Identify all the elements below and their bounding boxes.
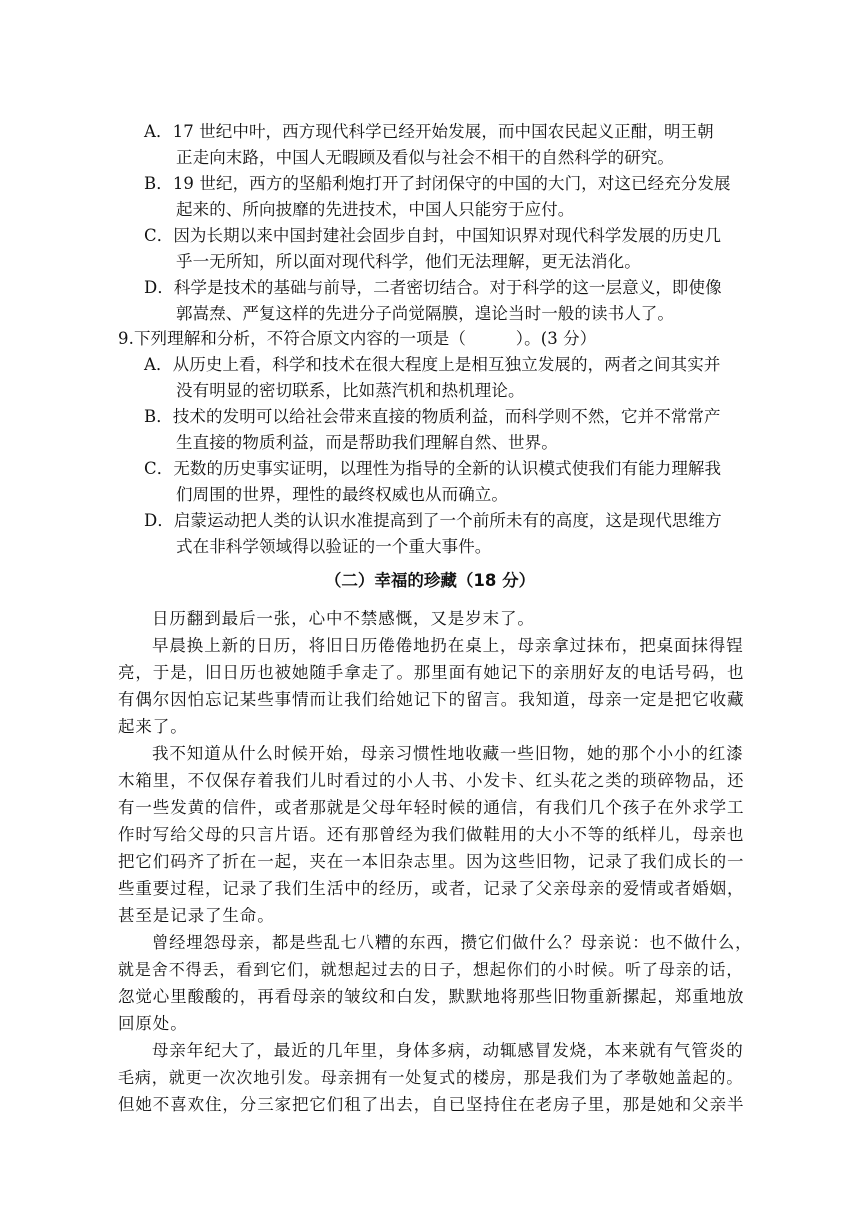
passage-line: 我不知道从什么时候开始，母亲习惯性地收藏一些旧物，她的那个小小的红漆	[152, 744, 744, 763]
passage-line: 母亲年纪大了，最近的几年里，身体多病，动辄感冒发烧，本来就有气管炎的	[152, 1041, 744, 1060]
passage-line: 就是舍不得丢，看到它们，就想起过去的日子，想起你们的小时候。听了母亲的话，	[118, 960, 744, 979]
q8-option-c-line1: C．因为长期以来中国封建社会固步自封，中国知识界对现代科学发展的历史几	[144, 226, 722, 245]
passage-line: 有偶尔因怕忘记某些事情而让我们给她记下的留言。我知道，母亲一定是把它收藏	[118, 690, 745, 709]
q9-option-b-line1: B．技术的发明可以给社会带来直接的物质利益，而科学则不然，它并不常常产	[144, 407, 721, 426]
passage-line: 甚至是记录了生命。	[118, 906, 275, 925]
passage-line: 亮，于是，旧日历也被她随手拿走了。那里面有她记下的亲朋好友的电话号码，也	[118, 663, 745, 682]
passage-line: 把它们码齐了折在一起，夹在一本旧杂志里。因为这些旧物，记录了我们成长的一	[118, 852, 745, 871]
passage-line: 曾经埋怨母亲，都是些乱七八糟的东西，攒它们做什么？母亲说：也不做什么，	[152, 933, 753, 952]
q9-option-a-line1: A．从历史上看，科学和技术在很大程度上是相互独立发展的，两者之间其实并	[144, 355, 721, 374]
q8-option-b-line2: 起来的、所向披靡的先进技术，中国人只能穷于应付。	[176, 200, 575, 219]
q8-option-d-line1: D．科学是技术的基础与前导，二者密切结合。对于科学的这一层意义，即使像	[144, 278, 722, 297]
q9-option-a-line2: 没有明显的密切联系，比如蒸汽机和热机理论。	[176, 381, 525, 400]
q9-option-c-line1: C．无数的历史事实证明，以理性为指导的全新的认识模式使我们有能力理解我	[144, 459, 722, 478]
passage-line: 早晨换上新的日历，将旧日历倦倦地扔在桌上，母亲拿过抹布，把桌面抹得锃	[152, 636, 744, 655]
passage-line: 有一些发黄的信件，或者那就是父母年轻时候的通信，有我们几个孩子在外求学工	[118, 798, 745, 817]
passage-line: 忽觉心里酸酸的，再看母亲的皱纹和白发，默默地将那些旧物重新摞起，郑重地放	[118, 987, 745, 1006]
section-title: （二）幸福的珍藏（18 分）	[324, 571, 536, 590]
q9-stem: 9.下列理解和分析，不符合原文内容的一项是（ ）。(3 分）	[118, 329, 597, 348]
q9-option-d-line1: D．启蒙运动把人类的认识水准提高到了一个前所未有的高度，这是现代思维方	[144, 511, 722, 530]
q8-option-d-line2: 郭嵩焘、严复这样的先进分子尚觉隔膜，遑论当时一般的读书人了。	[176, 304, 674, 323]
passage-line: 木箱里，不仅保存着我们儿时看过的小人书、小发卡、红头花之类的琐碎物品，还	[118, 771, 745, 790]
q9-option-c-line2: 们周围的世界，理性的最终权威也从而确立。	[176, 485, 508, 504]
q8-option-c-line2: 乎一无所知，所以面对现代科学，他们无法理解，更无法消化。	[176, 252, 641, 271]
q8-option-b-line1: B．19 世纪，西方的坚船利炮打开了封闭保守的中国的大门，对这已经充分发展	[144, 174, 731, 193]
passage-line: 起来了。	[118, 717, 188, 736]
q9-option-b-line2: 生直接的物质利益，而是帮助我们理解自然、世界。	[176, 433, 558, 452]
q8-option-a-line1: A．17 世纪中叶，西方现代科学已经开始发展，而中国农民起义正酣，明王朝	[144, 122, 714, 141]
passage-line: 但她不喜欢住，分三家把它们租了出去，自已坚持住在老房子里，那是她和父亲半	[118, 1095, 745, 1114]
passage-line: 回原处。	[118, 1014, 188, 1033]
passage-line: 作时写给父母的只言片语。还有那曾经为我们做鞋用的大小不等的纸样儿，母亲也	[118, 825, 745, 844]
q8-option-a-line2: 正走向末路，中国人无暇顾及看似与社会不相干的自然科学的研究。	[176, 148, 674, 167]
passage-line: 日历翻到最后一张，心中不禁感慨，又是岁末了。	[152, 609, 535, 628]
q9-option-d-line2: 式在非科学领域得以验证的一个重大事件。	[176, 537, 492, 556]
passage-line: 毛病，就更一次次地引发。母亲拥有一处复式的楼房，那是我们为了孝敬她盖起的。	[118, 1068, 744, 1087]
passage-line: 些重要过程，记录了我们生活中的经历，或者，记录了父亲母亲的爱情或者婚姻，	[118, 879, 745, 898]
